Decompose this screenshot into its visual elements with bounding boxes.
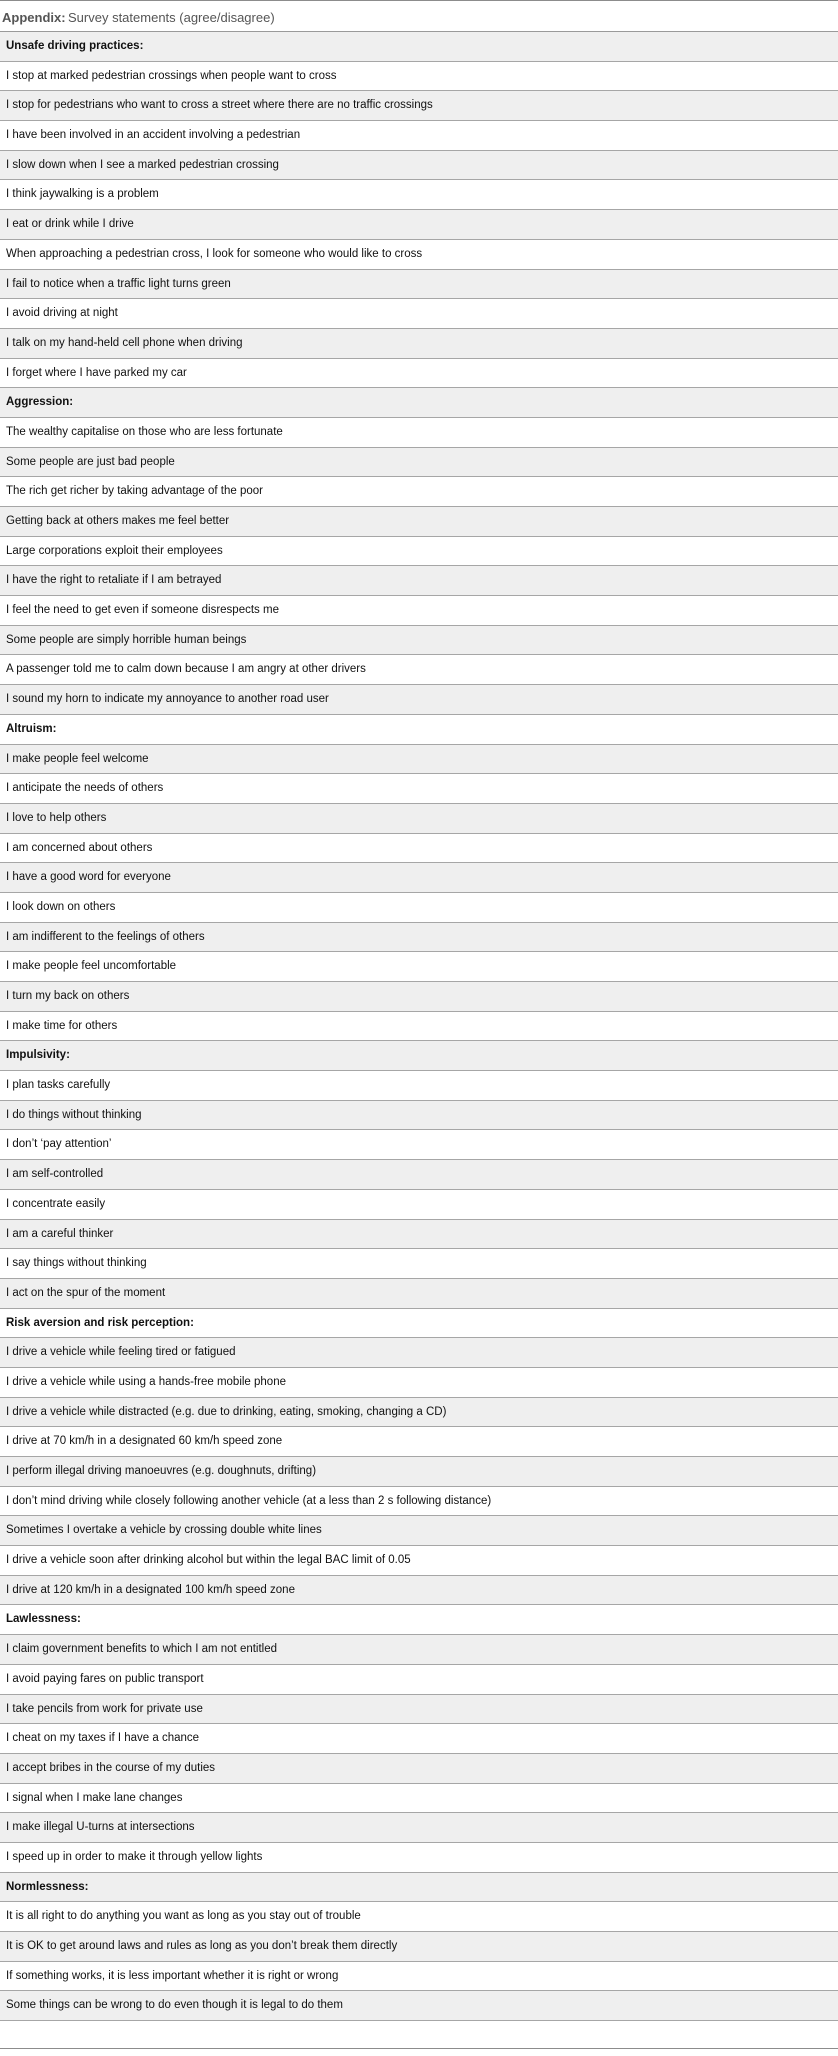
appendix-title: Survey statements (agree/disagree) xyxy=(68,10,275,25)
statement-row: Sometimes I overtake a vehicle by crossing double white lines xyxy=(0,1516,838,1546)
statement-row: I have been involved in an accident involving a pedestrian xyxy=(0,121,838,151)
appendix-label: Appendix: xyxy=(2,10,66,25)
statement-row: I concentrate easily xyxy=(0,1190,838,1220)
statement-row: I feel the need to get even if someone disrespects me xyxy=(0,596,838,626)
statement-row: I anticipate the needs of others xyxy=(0,774,838,804)
statement-row: I drive a vehicle while distracted (e.g. due to drinking, eating, smoking, changing a CD) xyxy=(0,1398,838,1428)
statement-row: Getting back at others makes me feel better xyxy=(0,507,838,537)
statement-row: A passenger told me to calm down because I am angry at other drivers xyxy=(0,655,838,685)
statement-row: I forget where I have parked my car xyxy=(0,359,838,389)
section-heading: Altruism: xyxy=(0,715,838,745)
statement-row: I plan tasks carefully xyxy=(0,1071,838,1101)
statement-row: I cheat on my taxes if I have a chance xyxy=(0,1724,838,1754)
statement-row: I have the right to retaliate if I am betrayed xyxy=(0,566,838,596)
statement-row: I drive at 120 km/h in a designated 100 km/h speed zone xyxy=(0,1576,838,1606)
statement-row: Large corporations exploit their employees xyxy=(0,537,838,567)
statement-row: I have a good word for everyone xyxy=(0,863,838,893)
statement-row: I stop at marked pedestrian crossings when people want to cross xyxy=(0,62,838,92)
statement-row: I think jaywalking is a problem xyxy=(0,180,838,210)
statement-row: If something works, it is less important whether it is right or wrong xyxy=(0,1962,838,1992)
section-heading: Lawlessness: xyxy=(0,1605,838,1635)
statement-row: I eat or drink while I drive xyxy=(0,210,838,240)
statement-row: I act on the spur of the moment xyxy=(0,1279,838,1309)
statement-row: I drive a vehicle while using a hands-free mobile phone xyxy=(0,1368,838,1398)
statement-row: It is OK to get around laws and rules as long as you don’t break them directly xyxy=(0,1932,838,1962)
statement-row: I drive a vehicle soon after drinking alcohol but within the legal BAC limit of 0.05 xyxy=(0,1546,838,1576)
statement-row: I am self-controlled xyxy=(0,1160,838,1190)
statement-row: I do things without thinking xyxy=(0,1101,838,1131)
statement-row: I make time for others xyxy=(0,1012,838,1042)
statement-row: I accept bribes in the course of my duties xyxy=(0,1754,838,1784)
statement-row: I drive at 70 km/h in a designated 60 km/h speed zone xyxy=(0,1427,838,1457)
statement-row: I speed up in order to make it through yellow lights xyxy=(0,1843,838,1873)
table-bottom-rule xyxy=(0,2048,838,2049)
statement-row: I sound my horn to indicate my annoyance to another road user xyxy=(0,685,838,715)
statement-row: I make people feel welcome xyxy=(0,745,838,775)
statement-row: I take pencils from work for private use xyxy=(0,1695,838,1725)
statement-row: I turn my back on others xyxy=(0,982,838,1012)
statement-row: I avoid driving at night xyxy=(0,299,838,329)
statement-row: The wealthy capitalise on those who are less fortunate xyxy=(0,418,838,448)
section-heading: Risk aversion and risk perception: xyxy=(0,1309,838,1339)
statement-row: I love to help others xyxy=(0,804,838,834)
statement-row: I am indifferent to the feelings of others xyxy=(0,923,838,953)
statement-row: The rich get richer by taking advantage of the poor xyxy=(0,477,838,507)
statement-row: I fail to notice when a traffic light turns green xyxy=(0,270,838,300)
statement-row: I talk on my hand-held cell phone when driving xyxy=(0,329,838,359)
statement-row: Some things can be wrong to do even though it is legal to do them xyxy=(0,1991,838,2021)
statement-row: I claim government benefits to which I am not entitled xyxy=(0,1635,838,1665)
statement-row: I don’t ‘pay attention’ xyxy=(0,1130,838,1160)
statement-row: It is all right to do anything you want as long as you stay out of trouble xyxy=(0,1902,838,1932)
statement-list xyxy=(0,32,838,2021)
statement-row: I am concerned about others xyxy=(0,834,838,864)
statement-row: I drive a vehicle while feeling tired or fatigued xyxy=(0,1338,838,1368)
statement-row: I look down on others xyxy=(0,893,838,923)
statement-row: I make people feel uncomfortable xyxy=(0,952,838,982)
appendix-header xyxy=(0,1,838,32)
section-heading: Unsafe driving practices: xyxy=(0,32,838,62)
statement-row: I stop for pedestrians who want to cross a street where there are no traffic crossings xyxy=(0,91,838,121)
statement-row: When approaching a pedestrian cross, I look for someone who would like to cross xyxy=(0,240,838,270)
statement-row: I make illegal U-turns at intersections xyxy=(0,1813,838,1843)
statement-row: I don’t mind driving while closely following another vehicle (at a less than 2 s following distance) xyxy=(0,1487,838,1517)
statement-row: Some people are simply horrible human beings xyxy=(0,626,838,656)
section-heading: Normlessness: xyxy=(0,1873,838,1903)
section-heading: Aggression: xyxy=(0,388,838,418)
statement-row: I am a careful thinker xyxy=(0,1220,838,1250)
statement-row: I slow down when I see a marked pedestrian crossing xyxy=(0,151,838,181)
statement-row: I say things without thinking xyxy=(0,1249,838,1279)
statement-row: I perform illegal driving manoeuvres (e.g. doughnuts, drifting) xyxy=(0,1457,838,1487)
statement-row: I signal when I make lane changes xyxy=(0,1784,838,1814)
statement-row: I avoid paying fares on public transport xyxy=(0,1665,838,1695)
section-heading: Impulsivity: xyxy=(0,1041,838,1071)
statement-row: Some people are just bad people xyxy=(0,448,838,478)
